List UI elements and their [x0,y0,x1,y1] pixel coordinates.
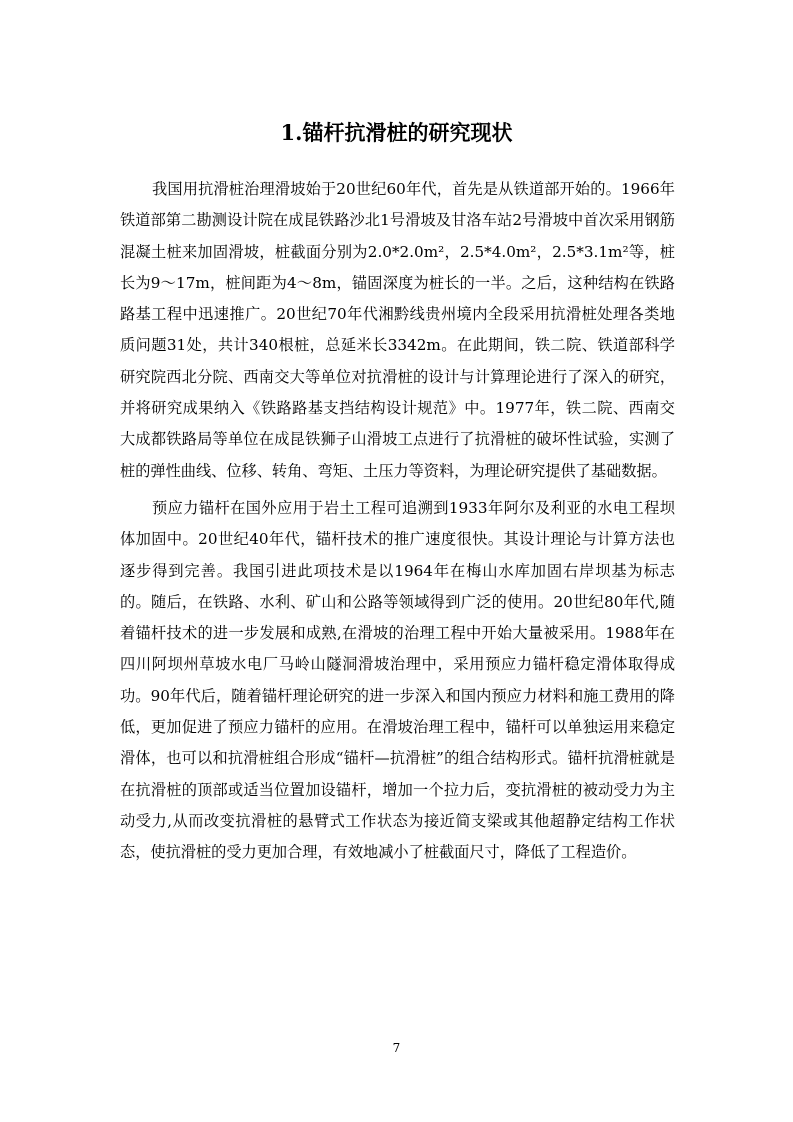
section-title: 1.锚杆抗滑桩的研究现状 [280,120,513,145]
page-number: 7 [392,1041,401,1055]
paragraph-2: 预应力锚杆在国外应用于岩土工程可追溯到1933年阿尔及利亚的水电工程坝体加固中。20世纪40年代，锚杆技术的推广速度很快。其设计理论与计算方法也逐步得到完善。我国引进此项技术是以1964年在梅山水库加固右岸坝基为标志的。随后，在铁路、水利、矿山和公路等领域得到广泛的使用。20世纪80年代,随着锚杆技术的进一步发展和成熟,在滑坡的治理工程中开始大量被采用。1988年在四川阿坝州草坡水电厂马岭山隧洞滑坡治理中，采用预应力锚杆稳定滑体取得成功。90年代后，随着锚杆理论研究的进一步深入和国内预应力材料和施工费用的降低，更加促进了预应力锚杆的应用。在滑坡治理工程中，锚杆可以单独运用来稳定滑体，也可以和抗滑桩组合形成“锚杆—抗滑桩”的组合结构形式。锚杆抗滑桩就是在抗滑桩的顶部或适当位置加设锚杆，增加一个拉力后，变抗滑桩的被动受力为主动受力,从而改变抗滑桩的悬臂式工作状态为接近简支梁或其他超静定结构工作状态，使抗滑桩的受力更加合理，有效地减小了桩截面尺寸，降低了工程造价。 [120,498,675,862]
body-text [120,174,675,869]
paragraph-1: 我国用抗滑桩治理滑坡始于20世纪60年代，首先是从铁道部开始的。1966年铁道部第二勘测设计院在成昆铁路沙北1号滑坡及甘洛车站2号滑坡中首次采用钢筋混凝土桩来加固滑坡，桩截面分别为2.0*2.0m²，2.5*4.0m²，2.5*3.1m²等，桩长为9～17m，桩间距为4～8m，锚固深度为桩长的一半。之后，这种结构在铁路路基工程中迅速推广。20世纪70年代湘黔线贵州境内全段采用抗滑桩处理各类地质问题31处，共计340根桩，总延米长3342m。在此期间，铁二院、铁道部科学研究院西北分院、西南交大等单位对抗滑桩的设计与计算理论进行了深入的研究，并将研究成果纳入《铁路路基支挡结构设计规范》中。1977年，铁二院、西南交大成都铁路局等单位在成昆铁狮子山滑坡工点进行了抗滑桩的破坏性试验，实测了桩的弹性曲线、位移、转角、弯矩、土压力等资料，为理论研究提供了基础数据。 [120,180,675,480]
